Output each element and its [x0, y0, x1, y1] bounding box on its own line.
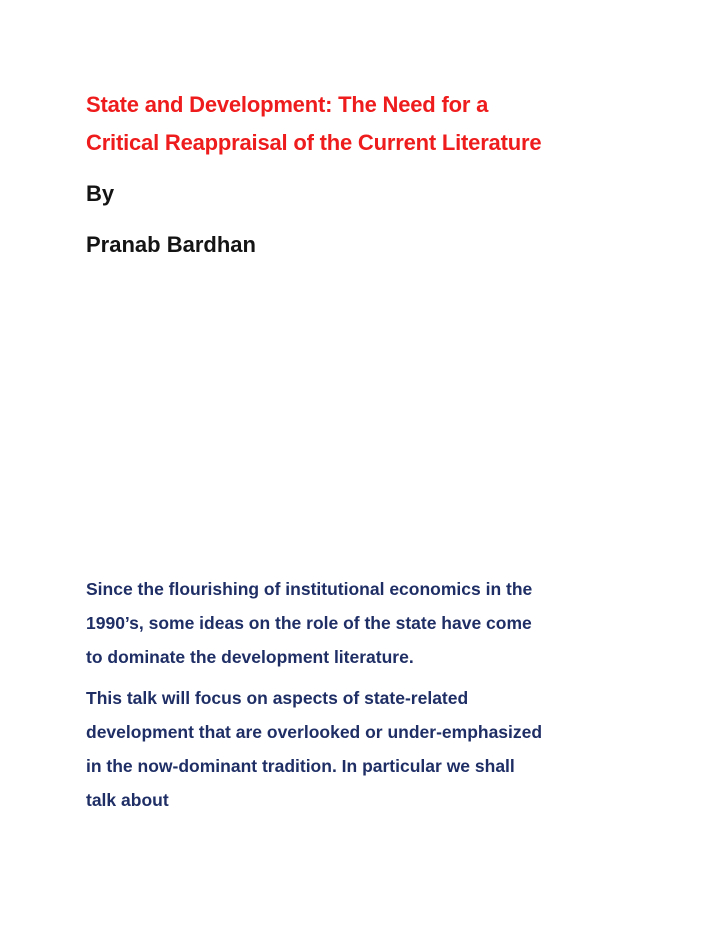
title-line: State and Development: The Need for a: [86, 92, 489, 117]
paragraph-focus: [86, 681, 686, 817]
text-line: to dominate the development literature.: [86, 647, 414, 667]
abstract: [86, 572, 686, 817]
text-line: talk about: [86, 790, 169, 810]
title-line: Critical Reappraisal of the Current Literature: [86, 130, 542, 155]
author-name: Pranab Bardhan: [86, 232, 256, 257]
paragraph-intro: [86, 572, 686, 674]
text-line: 1990’s, some ideas on the role of the state have come: [86, 613, 532, 633]
document-title: [86, 86, 686, 162]
text-line: Since the flourishing of institutional economics in the: [86, 579, 533, 599]
text-line: development that are overlooked or under-emphasized: [86, 722, 543, 742]
by-label: By: [86, 181, 115, 206]
text-line: This talk will focus on aspects of state-related: [86, 688, 469, 708]
text-line: in the now-dominant tradition. In particular we shall: [86, 756, 515, 776]
